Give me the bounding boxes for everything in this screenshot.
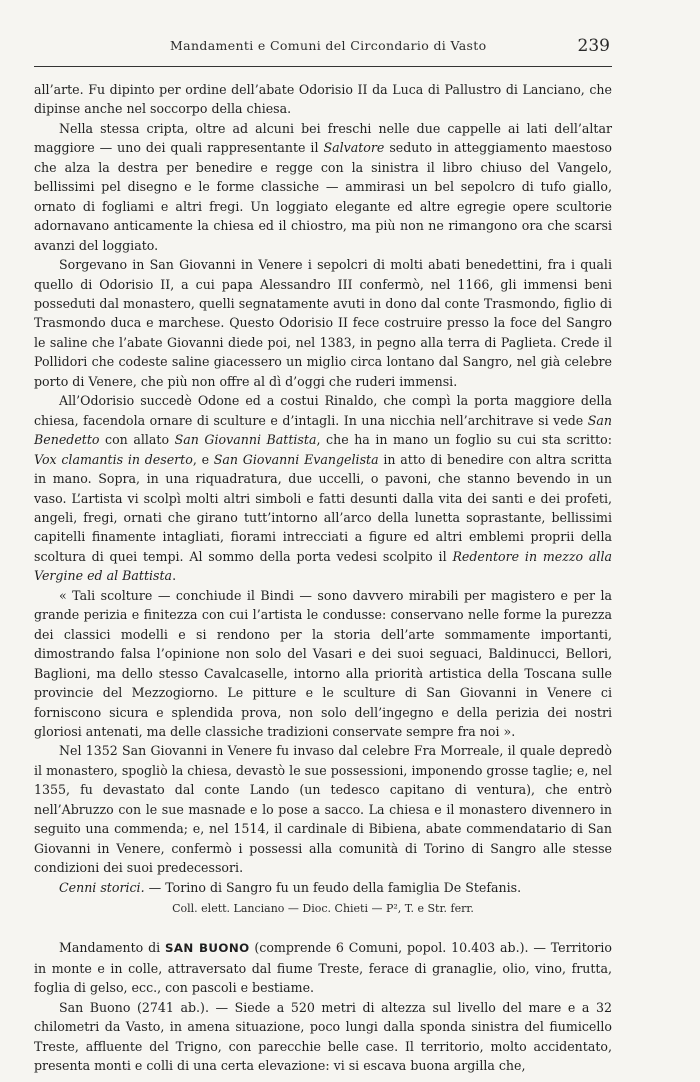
- text-span: (comprende 6 Comuni, popol. 10.403 ab.). — Territorio in monte e in colle, attraversato dal fiume Treste, ferace di granaglie, olio, vino, frutta, foglia di gelso, ecc., con pascoli e bestiame.: [34, 940, 612, 996]
- body-text: [34, 80, 612, 1076]
- text-span: in atto di benedire con altra scritta in mano. Sopra, in una riquadratura, due uccelli, o pavoni, che stanno bevendo in un vaso. L’artista vi scolpì molti altri simboli e fatti desunti dalla vita dei santi e dei profeti, angeli, fregi, ornati che girano tutt’intorno all’arco della lunetta soprastante, bellissimi capitelli finamente intagliati, fiorami intrecciati a figure ed altri emblemi proprii della scoltura di quei tempi. Al sommo della porta vedesi scolpito il: [34, 451, 613, 564]
- text-span: all’arte. Fu dipinto per ordine dell’abate Odorisio II da Luca di Pallustro di Lanciano, che dipinse anche nel soccorpo della chiesa.: [34, 82, 612, 117]
- text-span: seduto in atteggiamento maestoso che alza la destra per benedire e regge con la sinistra il libro chiuso del Vangelo, bellissimi pel disegno e le forme classiche — ammirasi un bel sepolcro di tufo giallo, ornato di fogliami e altri fregi. Un loggiato elegante ed altre egregie opere scultorie adornavano anticamente la chiesa ed il chiostro, ma più non ne rimangono ora che scarsi avanzi del loggiato.: [34, 140, 613, 253]
- text-span: , e: [192, 451, 214, 467]
- running-title: Mandamenti e Comuni del Circondario di Vasto: [170, 38, 487, 53]
- text-span: All’Odorisio succedè Odone ed a costui Rinaldo, che compì la porta maggiore della chiesa, facendola ornare di sculture e d’intagli. In una nicchia nell’architrave si vede: [34, 393, 612, 428]
- paragraph: [34, 80, 612, 119]
- section-san-buono: [34, 938, 612, 1075]
- italic-span: Salvatore: [323, 140, 385, 156]
- italic-span: San Giovanni Evangelista: [213, 451, 379, 467]
- text-span: , che ha in mano un foglio su cui sta scritto:: [316, 432, 612, 448]
- header-rule: [34, 66, 612, 67]
- running-header: [34, 36, 612, 60]
- text-span: « Tali scolture — conchiude il Bindi — sono davvero mirabili per magistero e per la grande perizia e finitezza con cui l’artista le condusse: conservano nelle forme la purezza dei classici modelli e si rendono per la storia dell’arte sommamente importanti, dimostrando falsa l’opinione non solo del Vasari e dei suoi seguaci, Baldinucci, Bellori, Baglioni, ma dello stesso Cavalcaselle, intorno alla priorità artistica della Toscana sulle provincie del Mezzogiorno. Le pitture e le sculture di San Giovanni in Venere ci forniscono sicura e splendida prova, non solo dell’ingegno e della perizia dei nostri gloriosi antenati, ma delle classiche tradizioni conservate sempre fra noi ».: [34, 587, 612, 739]
- text-span: Sorgevano in San Giovanni in Venere i sepolcri di molti abati benedettini, fra i quali quello di Odorisio II, a cui papa Alessandro III confermò, nel 1166, gli immensi beni posseduti dal monastero, quelli segnatamente avuti in dono dal conte Trasmondo, figlio di Trasmondo duca e marchese. Questo Odorisio II fece costruire presso la foce del Sangro le saline che l’abate Giovanni diede poi, nel 1383, in pegno alla terra di Paglieta. Crede il Pollidori che codeste saline giacessero un miglio circa lontano dal Sangro, nel già celebre porto di Venere, che più non offre al dì d’oggi che ruderi immensi.: [34, 257, 612, 389]
- main-paragraphs: [34, 80, 612, 897]
- text-span: San Buono (2741 ab.). — Siede a 520 metri di altezza sul livello del mare e a 32 chilometri da Vasto, in amena situazione, poco lungi dalla sponda sinistra del fiumicello Treste, affluente del Trigno, con parecchie belle case. Il territorio, molto accidentato, presenta monti e colli di una certa elevazione: vi si escava buona argilla che,: [34, 999, 612, 1074]
- text-span: .: [172, 568, 177, 584]
- text-span: Mandamento di: [59, 940, 165, 956]
- section-gap: [34, 918, 612, 938]
- diocese-note: Coll. elett. Lanciano — Dioc. Chieti — P², T. e Str. ferr.: [172, 902, 474, 916]
- paragraph: [34, 741, 612, 877]
- paragraph: [34, 998, 612, 1076]
- page-number: 239: [577, 36, 610, 56]
- text-span: con allato: [99, 432, 175, 448]
- text-span: Nel 1352 San Giovanni in Venere fu invaso dal celebre Fra Morreale, il quale depredò il monastero, spogliò la chiesa, devastò le sue possessioni, imponendo grosse taglie; e, nel 1355, fu devastato dal conte Lando (un tedesco capitano di ventura), che entrò nell’Abruzzo con le sue masnade e lo pose a sacco. La chiesa e il monastero divennero in seguito una commenda; e, nel 1514, il cardinale di Bibiena, abate commendatario di San Giovanni in Venere, confermò i possessi alla comunità di Torino di Sangro alle stesse condizioni dei suoi predecessori.: [34, 743, 612, 876]
- paragraph: [34, 938, 612, 997]
- text-span: Nella stessa cripta, oltre ad alcuni bei freschi nelle due cappelle ai lati dell’altar maggiore — uno dei quali rappresentante il: [34, 120, 612, 156]
- place-name-caps: SAN BUONO: [165, 941, 250, 956]
- italic-span: Cenni storici.: [59, 879, 145, 895]
- paragraph: [34, 119, 612, 255]
- paragraph: [34, 255, 612, 391]
- paragraph: [34, 391, 612, 586]
- text-span: — Torino di Sangro fu un feudo della famiglia De Stefanis.: [144, 879, 522, 895]
- italic-span: Vox clamantis in deserto: [34, 451, 193, 467]
- paragraph: [34, 878, 612, 897]
- paragraph: [34, 586, 612, 742]
- italic-span: San Benedetto: [34, 412, 612, 448]
- italic-span: Redentore in mezzo alla Vergine ed al Battista: [34, 548, 612, 584]
- italic-span: San Giovanni Battista: [174, 432, 317, 448]
